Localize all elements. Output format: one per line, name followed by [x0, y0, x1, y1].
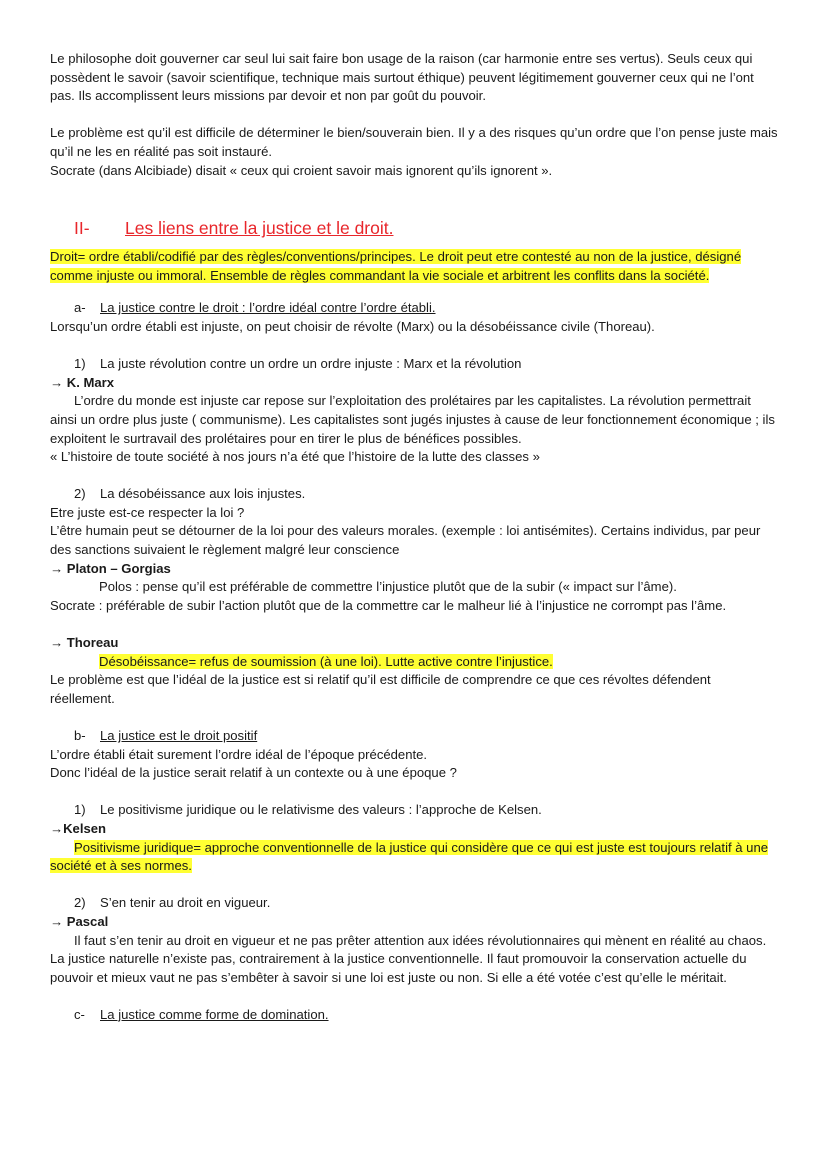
point-a1-title: La juste révolution contre un ordre un ordre injuste : Marx et la révolution [100, 356, 522, 372]
point-b2-title: S’en tenir au droit en vigueur. [100, 895, 271, 911]
point-a2-title: La désobéissance aux lois injustes. [100, 486, 306, 502]
author-kelsen: →Kelsen [50, 820, 107, 836]
socrate-text: Socrate : préférable de subir l’action plutôt que de la commettre car le malheur lié à l’injustice ne corrompt pas l’âme. [50, 597, 727, 613]
subsection-c-title: La justice comme forme de domination. [100, 1006, 329, 1022]
arrow-icon: → [50, 913, 64, 929]
arrow-icon: → [50, 635, 64, 651]
arrow-icon: → [50, 560, 64, 576]
marx-text: L’ordre du monde est injuste car repose sur l’exploitation des prolétaires par les capitalistes. La révolution permettrait ainsi un ordre plus juste ( communisme). Les capitalistes sont jugés injustes à cause de leur fonctionnement économique ; ils exploitent le surtravail des prolétaires pour en tirer le plus de bénéfices possibles. [50, 393, 775, 446]
arrow-icon: → [50, 820, 64, 836]
marx-quote: « L’histoire de toute société à nos jours n’a été que l’histoire de la lutte des classes » [50, 449, 540, 465]
loi-text: L’être humain peut se détourner de la loi pour des valeurs morales. (exemple : loi antisémites). Certains individus, par peur des sanctions suivaient le règlement malgré leur conscience [50, 523, 761, 558]
pascal-text: Il faut s’en tenir au droit en vigueur et ne pas prêter attention aux idées révolutionnaires qui mènent en réalité au chaos. La justice naturelle n’existe pas, contrairement à la justice conventionnelle. Il faut promouvoir la conservation actuelle du pouvoir et mieux vaut ne pas s’embêter à savoir si une loi est juste ou non. Si elle a été votée c’est qu’elle le méritait. [50, 932, 767, 985]
point-a1-heading: 1) La juste révolution contre un ordre un ordre injuste : Marx et la révolution [74, 356, 522, 372]
highlighted-definition: Désobéissance= refus de soumission (à une loi). Lutte active contre l’injustice. [99, 653, 553, 669]
author-thoreau: → Thoreau [50, 635, 119, 651]
subsection-b-heading: b- La justice est le droit positif [74, 728, 258, 743]
question-loi: Etre juste est-ce respecter la loi ? [50, 504, 245, 520]
section-number: II- [74, 218, 90, 239]
section-heading-2 [50, 216, 778, 240]
point-b1-title: Le positivisme juridique ou le relativisme des valeurs : l’approche de Kelsen. [100, 802, 542, 818]
paragraph-socrate-alcibiade: Socrate (dans Alcibiade) disait « ceux qui croient savoir mais ignorent qu’ils ignorent ». [50, 162, 553, 178]
document-page [50, 50, 778, 1025]
author-platon: → Platon – Gorgias [50, 560, 171, 576]
paragraph-probleme: Le problème est qu’il est difficile de déterminer le bien/souverain bien. Il y a des risques qu’un ordre que l’on pense juste mais qu’il ne les en réalité pas soit instauré. [50, 125, 778, 159]
subsection-b-line1: L’ordre établi était surement l’ordre idéal de l’époque précédente. [50, 746, 428, 762]
highlighted-definition: Droit= ordre établi/codifié par des règles/conventions/principes. Le droit peut etre contesté au non de la justice, désigné comme injuste ou immoral. Ensemble de règles commandant la vie sociale et arbitrent les conflits dans la société. [50, 249, 742, 283]
highlighted-definition: Positivisme juridique= approche conventionnelle de la justice qui considère que ce qui est juste est toujours relatif à une société et à ses normes. [50, 839, 769, 874]
author-marx: → K. Marx [50, 374, 115, 390]
point-b2-heading: 2) S’en tenir au droit en vigueur. [74, 895, 271, 911]
polos-text: Polos : pense qu’il est préférable de commettre l’injustice plutôt que de la subir (« impact sur l’âme). [99, 579, 677, 595]
subsection-c-heading: c- La justice comme forme de domination. [74, 1006, 329, 1022]
thoreau-text: Le problème est que l’idéal de la justice est si relatif qu’il est difficile de comprendre ce que ces révoltes défendent réellement. [50, 672, 711, 706]
subsection-a-text: Lorsqu’un ordre établi est injuste, on peut choisir de révolte (Marx) ou la désobéissance civile (Thoreau). [50, 318, 655, 334]
author-pascal: → Pascal [50, 913, 109, 929]
point-a2-heading: 2) La désobéissance aux lois injustes. [74, 486, 306, 502]
thoreau-definition [50, 653, 778, 672]
subsection-a-title: La justice contre le droit : l’ordre idéal contre l’ordre établi. [100, 300, 436, 316]
subsection-b-line2: Donc l’idéal de la justice serait relatif à un contexte ou à une époque ? [50, 765, 457, 781]
paragraph-philosophe: Le philosophe doit gouverner car seul lui sait faire bon usage de la raison (car harmonie entre ses vertus). Seuls ceux qui possèdent le savoir (savoir scientifique, technique mais surtout éthique) peuvent légitimement gouverner ceux qui ne l’ont pas. Ils accomplissent leurs missions par devoir et non par goût du pouvoir. [50, 51, 754, 104]
point-b1-heading: 1) Le positivisme juridique ou le relativisme des valeurs : l’approche de Kelsen. [74, 802, 542, 818]
subsection-b-title: La justice est le droit positif [100, 728, 258, 743]
section-title: Les liens entre la justice et le droit. [125, 218, 394, 239]
droit-definition [50, 248, 778, 285]
arrow-icon: → [50, 374, 64, 390]
kelsen-definition [50, 839, 778, 876]
subsection-a-heading: a- La justice contre le droit : l’ordre idéal contre l’ordre établi. [74, 300, 436, 316]
